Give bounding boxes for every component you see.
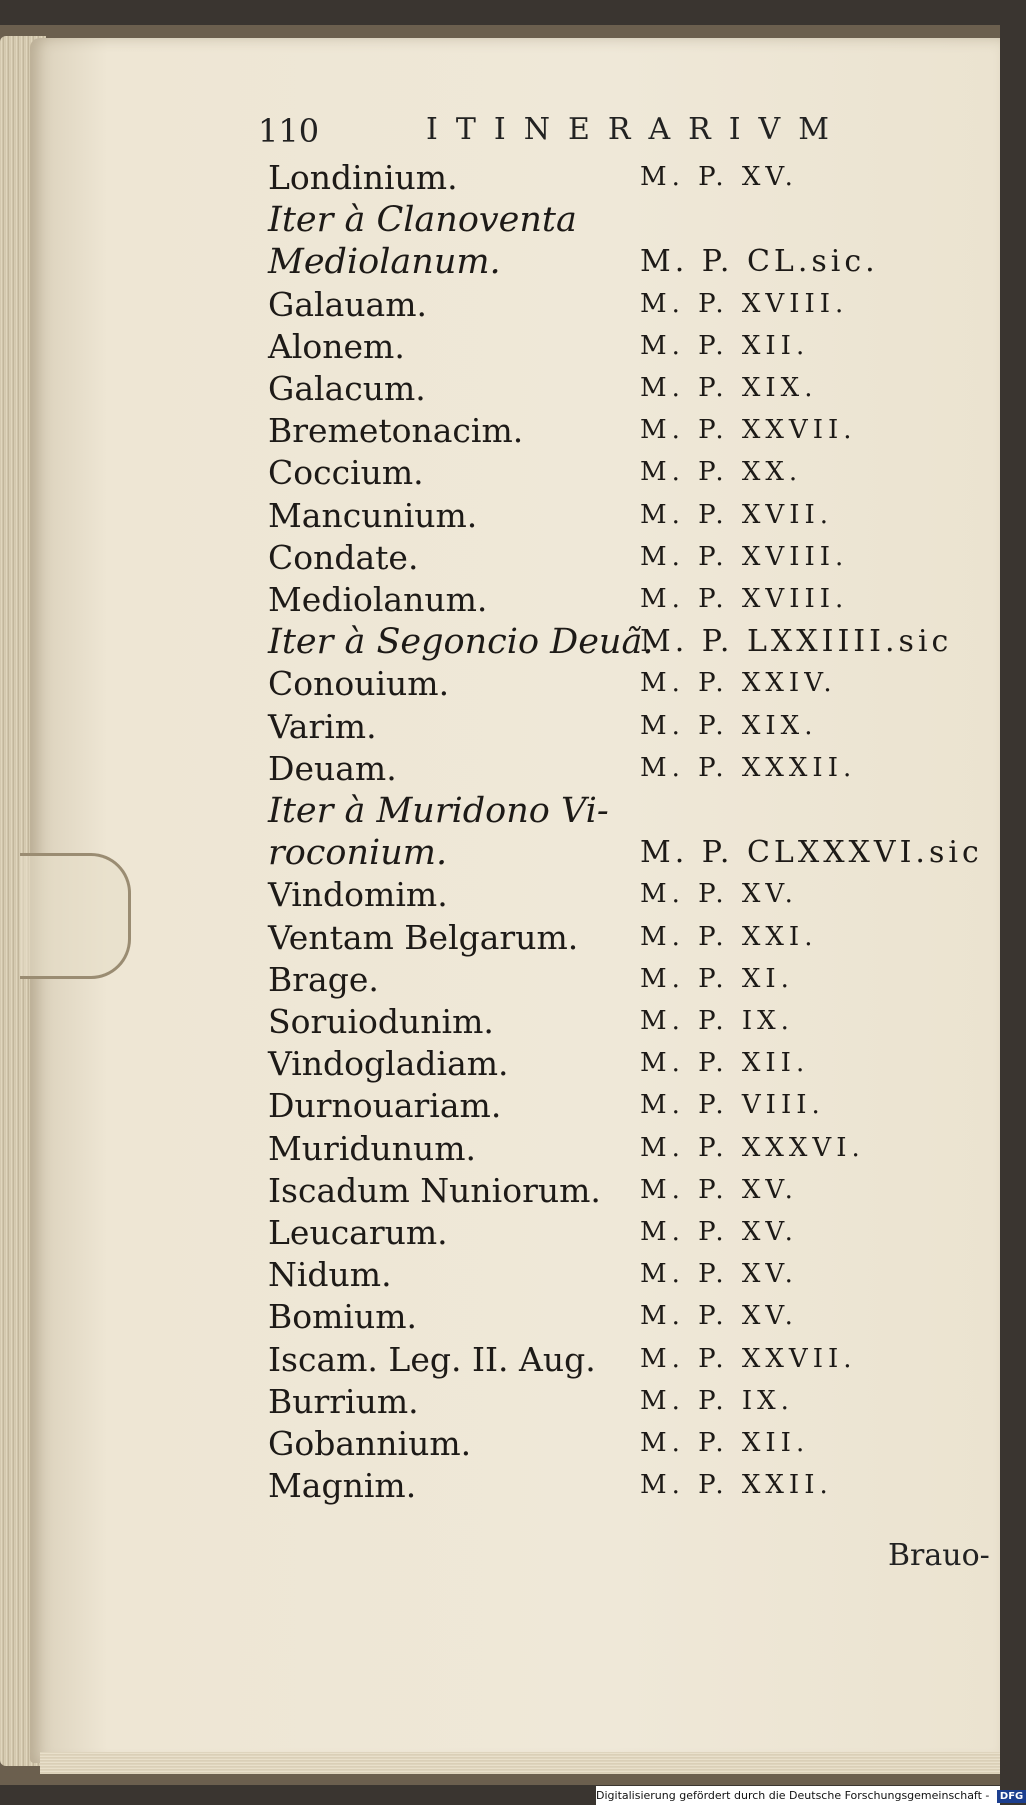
place-name: Mediolanum.	[268, 580, 488, 619]
itinerary-row	[0, 158, 1000, 198]
distance: M. P. XXXII.	[640, 753, 857, 783]
distance: M. P. XV.	[640, 1175, 798, 1205]
route-heading-row	[0, 791, 1000, 831]
itinerary-row	[0, 411, 1000, 451]
itinerary-row	[0, 918, 1000, 958]
itinerary-row	[0, 875, 1000, 915]
place-name: Condate.	[268, 538, 419, 577]
distance: M. P. CL.sic.	[640, 244, 879, 279]
place-name: Iter à Clanoventa	[268, 200, 577, 240]
distance: M. P. XII.	[640, 331, 810, 361]
route-heading-row	[0, 200, 1000, 240]
itinerary-row	[0, 538, 1000, 578]
dfg-logo: DFG	[997, 1790, 1026, 1803]
distance: M. P. XVIII.	[640, 542, 849, 572]
itinerary-row	[0, 1129, 1000, 1169]
distance: M. P. XX.	[640, 457, 803, 487]
itinerary-row	[0, 1171, 1000, 1211]
distance: M. P. XXXVI.	[640, 1133, 865, 1163]
itinerary-row	[0, 749, 1000, 789]
distance: M. P. XVIII.	[640, 289, 849, 319]
page-header	[258, 112, 878, 162]
place-name: Galacum.	[268, 369, 426, 408]
itinerary-row	[0, 1086, 1000, 1126]
place-name: Iter à Segoncio Deuã.	[268, 622, 654, 662]
place-name: Londinium.	[268, 158, 458, 197]
place-name: Burrium.	[268, 1382, 419, 1421]
itinerary-row	[0, 496, 1000, 536]
place-name: Mediolanum.	[268, 242, 501, 282]
place-name: Soruiodunim.	[268, 1002, 494, 1041]
distance: M. P. XII.	[640, 1048, 810, 1078]
place-name: Durnouariam.	[268, 1086, 502, 1125]
footer-text: Digitalisierung gefördert durch die Deutsche Forschungsgemeinschaft -	[596, 1789, 990, 1802]
distance: M. P. XXIV.	[640, 668, 837, 698]
place-name: Bomium.	[268, 1297, 417, 1336]
place-name: Nidum.	[268, 1255, 392, 1294]
itinerary-row	[0, 327, 1000, 367]
route-heading-row	[0, 242, 1000, 282]
itinerary-row	[0, 664, 1000, 704]
place-name: Deuam.	[268, 749, 397, 788]
catchword: Brauo-	[888, 1538, 990, 1573]
digitization-footer	[596, 1786, 1024, 1805]
distance: M. P. XXVII.	[640, 415, 857, 445]
place-name: Coccium.	[268, 453, 424, 492]
itinerary-row	[0, 1255, 1000, 1295]
itinerary-row	[0, 1044, 1000, 1084]
place-name: Ventam Belgarum.	[268, 918, 579, 957]
place-name: Vindomim.	[268, 875, 448, 914]
page-bottom-edge	[40, 1752, 1000, 1774]
place-name: Brage.	[268, 960, 379, 999]
place-name: Varim.	[268, 707, 377, 746]
place-name: Iter à Muridono Vi-	[268, 791, 609, 831]
page-number: 110	[258, 112, 320, 150]
itinerary-row	[0, 1297, 1000, 1337]
distance: M. P. IX.	[640, 1386, 794, 1416]
itinerary-row	[0, 1466, 1000, 1506]
place-name: Conouium.	[268, 664, 450, 703]
place-name: Magnim.	[268, 1466, 417, 1505]
distance: M. P. CLXXXVI.sic	[640, 835, 983, 870]
place-name: roconium.	[268, 833, 448, 873]
place-name: Bremetonacim.	[268, 411, 524, 450]
itinerary-row	[0, 369, 1000, 409]
place-name: Galauam.	[268, 285, 427, 324]
place-name: Alonem.	[268, 327, 405, 366]
route-heading-row	[0, 622, 1000, 662]
itinerary-row	[0, 707, 1000, 747]
distance: M. P. XIX.	[640, 373, 818, 403]
distance: M. P. IX.	[640, 1006, 794, 1036]
distance: M. P. XV.	[640, 162, 798, 192]
distance: M. P. XVIII.	[640, 584, 849, 614]
itinerary-row	[0, 1424, 1000, 1464]
place-name: Mancunium.	[268, 496, 478, 535]
distance: M. P. VIII.	[640, 1090, 825, 1120]
place-name: Muridunum.	[268, 1129, 477, 1168]
distance: M. P. XI.	[640, 964, 794, 994]
place-name: Leucarum.	[268, 1213, 448, 1252]
distance: M. P. XXVII.	[640, 1344, 857, 1374]
place-name: Iscam. Leg. II. Aug.	[268, 1340, 596, 1379]
itinerary-row	[0, 1213, 1000, 1253]
distance: M. P. XVII.	[640, 500, 833, 530]
distance: M. P. XIX.	[640, 711, 818, 741]
itinerary-row	[0, 453, 1000, 493]
distance: M. P. XII.	[640, 1428, 810, 1458]
place-name: Gobannium.	[268, 1424, 472, 1463]
place-name: Iscadum Nuniorum.	[268, 1171, 601, 1210]
distance: M. P. XV.	[640, 1259, 798, 1289]
distance: M. P. XV.	[640, 1217, 798, 1247]
itinerary-row	[0, 580, 1000, 620]
itinerary-row	[0, 285, 1000, 325]
distance: M. P. LXXIIII.sic	[640, 624, 953, 659]
itinerary-row	[0, 1002, 1000, 1042]
itinerary-row	[0, 1340, 1000, 1380]
itinerary-row	[0, 960, 1000, 1000]
distance: M. P. XXI.	[640, 922, 818, 952]
route-heading-row	[0, 833, 1000, 873]
itinerary-row	[0, 1382, 1000, 1422]
distance: M. P. XV.	[640, 1301, 798, 1331]
distance: M. P. XV.	[640, 879, 798, 909]
running-title: ITINERARIVM	[426, 112, 847, 147]
place-name: Vindogladiam.	[268, 1044, 509, 1083]
distance: M. P. XXII.	[640, 1470, 833, 1500]
